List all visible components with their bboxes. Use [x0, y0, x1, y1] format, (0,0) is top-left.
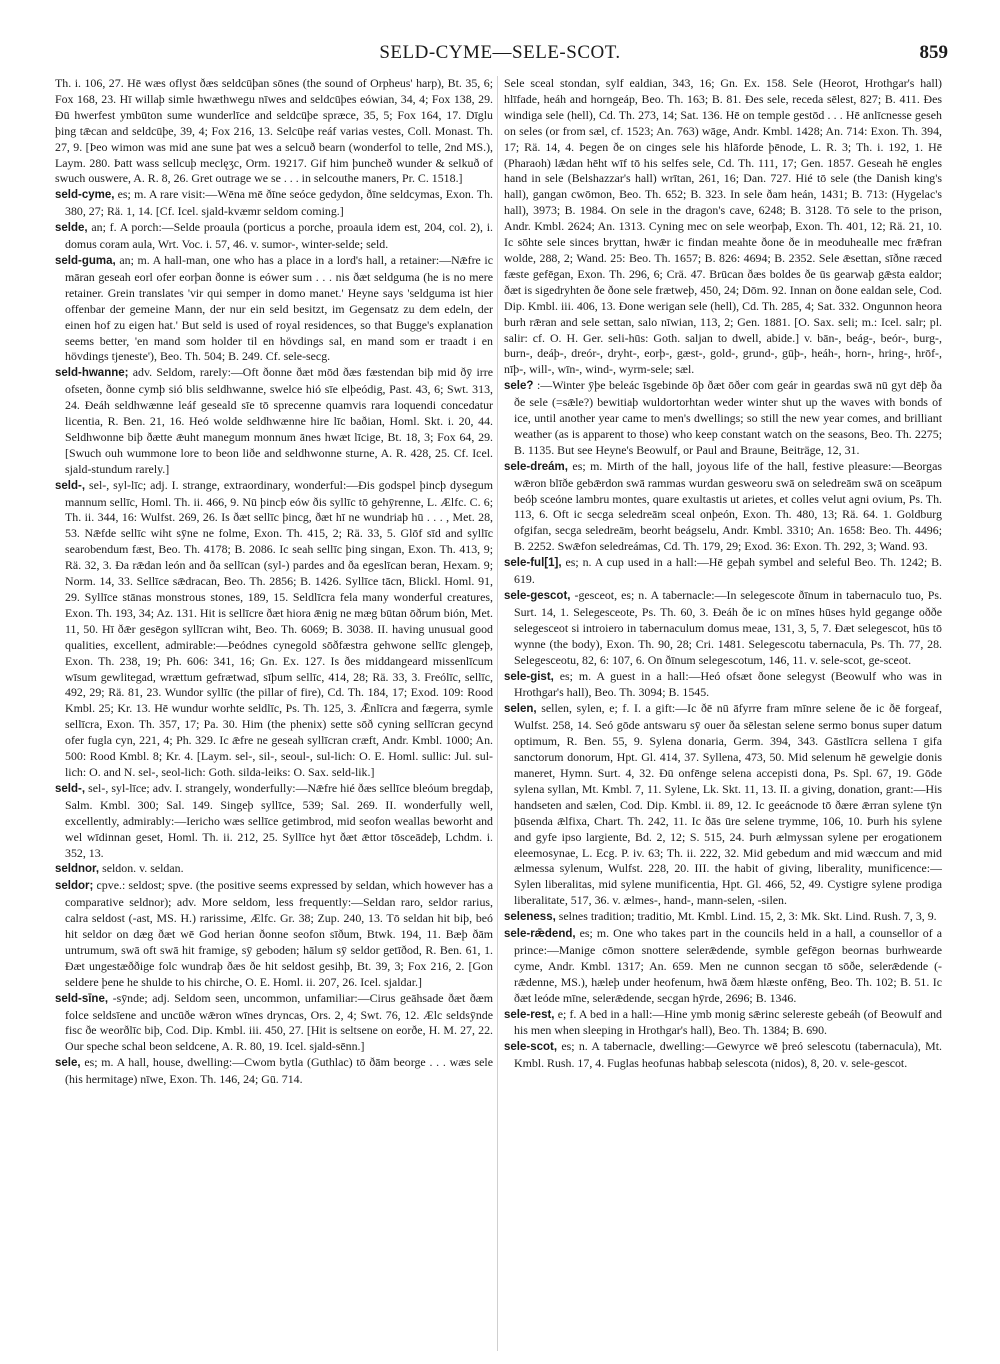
- entry-text: selnes tradition; traditio, Mt. Kmbl. Lind. 15, 2, 3: Mk. Skt. Lind. Rush. 7, 3, 9.: [558, 909, 937, 924]
- dictionary-entry: [55, 991, 493, 1056]
- entry-headword: seld-sīne,: [55, 992, 109, 1005]
- entry-text: an; m. A hall-man, one who has a place in a lord's hall, a retainer:—Nǣfre ic māran geseah eorl ofer eorþan ðonne is eówer sum . . . nis ðæt seldguma (he is no mere retainer. Grein translates 'vir qui semper in domo manet.' Heyne says 'seldguma ist hier offenbar der gemeine Mann, der nur ein seld besitzt, im Gegensatz zu dem edeln, der einen hof zu eigen hat.' But seld is used of royal residences, so that Bugge's explanation seems better, 'en mand som holder til en hövdings sal, en mand som er traadt i en hövdings tjeneste'), Beo. Th. 504; B. 249. Cf. sele-secg.: [65, 252, 493, 364]
- entry-text: seldon. v. seldan.: [102, 861, 184, 876]
- entry-text: es; m. A hall, house, dwelling:—Cwom bytla (Guthlac) tō ðām beorge . . . wæs sele (his hermitage) nīwe, Exon. Th. 146, 24; Gū. 714.: [65, 1055, 493, 1087]
- entry-headword: sele-rǣdend,: [504, 928, 576, 941]
- entry-headword: sele-gescot,: [504, 590, 571, 602]
- entry-headword: sele?: [504, 380, 534, 393]
- entry-headword: sele,: [55, 1057, 81, 1070]
- entry-headword: seleness,: [504, 911, 556, 924]
- dictionary-entry: [504, 1039, 942, 1072]
- entry-text: an; f. A porch:—Selde proaula (porticus a porche, proaula idem est, 204, col. 2), i. domus coram aula, Wrt. Voc. i. 57, 46. v. sumor-, winter-selde; seld.: [65, 220, 493, 252]
- dictionary-entry: [55, 365, 493, 477]
- dictionary-entry: [504, 555, 942, 588]
- entry-headword: seld-,: [55, 479, 86, 492]
- entry-text: :—Winter ȳþe beleác īsgebinde ōþ ðæt ōðer com geár in geardas swā nū gyt dēþ ða ðe sele (=sǣle?) bewitiaþ wuldortorhtan weder winter shut up the waves with bonds of ice, until another year came to men's dwellings; so still the new year comes, and brilliant weather (as is apparent to those) who keep constant watch on the seasons, Beo. Th. 2275; B. 1135. But see Heyne's Beowulf, or Paul and Braune, Beiträge, 12, 31.: [514, 378, 942, 457]
- dictionary-entry: [55, 187, 493, 220]
- dictionary-entry: [504, 1007, 942, 1040]
- entry-text: cpve.: seldost; spve. (the positive seems expressed by seldan, which however has a comparative seldnor); adv. More seldom, less frequently:—Seldan raro, seldor rarius, calra seldost (-ast, MS. H.) rarissime, Ælfc. Gr. 38; Zup. 240, 13. Tō seldan hit biþ, beó hit seldor on dæg ðæt wē God herian ðonne seofon sīðum, Btwk. 194, 11. Bæþ ðām untrumum, swā oft swā hit framige, sȳ geboden; hālum sȳ seldor getīðod, R. Ben. 61, 1. Ðæt ungestæððige folc wundraþ ðæs ðe hit seldost gesihþ, Bt. 39, 3; Fox 216, 2. [Gon seldere þene he shulde to his chirche, O. E. Homl. ii. 207, 26. Icel. sjaldar.]: [65, 878, 493, 989]
- entry-text: adv. Seldom, rarely:—Oft ðonne ðæt mōd ðæs fæstendan biþ mid ðȳ irre ofseten, ðonne cymþ sió blis seldhwanne, swelce hió sīe elþeódig, Past. 43, 6; Swt. 313, 24. Ðeáh seldhwænne leáf geseald sīe tō sprecenne quamvis rara loquendi concedatur licentia, R. Ben. 21, 16. Heó wolde seldhwænne hire līc baðian, Homl. Skt. i. 20, 44. Seldhwonne biþ ðætte ǣuht manegum monnum ānes hwæt līcige, Bt. 18, 3; Fox 64, 29. [Swuch ouh wummone lore to beon liðe and seldhwonne sturne, A. R. 428, 25. Cf. Icel. sjald-stundum rarely.]: [65, 365, 493, 476]
- entry-text: e; f. A bed in a hall:—Hine ymb monig sǣrinc selereste gebeáh (of Beowulf and his men when sleeping in Hrothgar's hall), Beo. Th. 1384; B. 690.: [514, 1006, 942, 1038]
- entry-text: Th. i. 106, 27. Hē wæs oflyst ðæs seldcūþan sōnes (the sound of Orpheus' harp), Bt. 35, 6; Fox 168, 23. Hī willaþ simle hwæthwegu nīwes and seldcūþes eówian, 34, 4; Fox 138, 29. Ðū hwerfest ymbūton sume wunderlīce and seldcūþe spræce, 35, 5; Fox 164, 17. Dīglu þing tǣcan and seldcūþe, 39, 4; Fox 216, 13. Selcūþe reáf varias vestes, Coll. Monast. Th. 27, 9. [Þeo wimon was mid ane sune þat wes a selcuð bearn (wonderfol to telle, 2nd MS.), Laym. 280. Þatt wass sellcuþ meclęʒc, Orm. 19217. Gif him þuncheð wunder & selkuð of swuch ouswere, A. R. 8, 26. Gret outrage we se . . . in selcouthe maners, Pr. C. 1518.]: [55, 76, 493, 186]
- entry-headword: seld-guma,: [55, 254, 116, 267]
- entry-headword: seld-,: [55, 782, 86, 795]
- entry-headword: selde,: [55, 222, 88, 235]
- dictionary-entry: [504, 459, 942, 555]
- entry-text: es; m. A rare visit:—Wēna mē ðīne seóce gedydon, ðīne seldcymas, Exon. Th. 380, 27; Rä. 1, 14. [Cf. Icel. sjald-kvæmr seldom coming.]: [65, 187, 493, 219]
- dictionary-entry: [504, 669, 942, 702]
- entry-headword: seldnor,: [55, 863, 100, 876]
- dictionary-entry: [55, 76, 493, 187]
- entry-text: es; m. One who takes part in the councils held in a hall, a counsellor of a prince:—Manige cōmon snottere selerǣdende, symble gefēgon beornas burhwearde cyme, Andr. Kmbl. 1317; An. 659. Men ne cunnon secgan tō sōðe, selerǣdende (-rǣdenne, MS.), hæleþ under heofenum, hwā ðæm hlæste onfēng, Beo. Th. 102; B. 51. Ic ðæt leóde mīne, selerǣdende, secgan hȳrde, 2696; B. 1346.: [514, 926, 942, 1005]
- dictionary-entry: [55, 478, 493, 781]
- entry-text: sel-, syl-līce; adv. I. strangely, wonderfully:—Nǣfre hié ðæs sellīce bleóum bregdaþ, Salm. Kmbl. 300; Sal. 149. Singeþ syllīce, 539; Sal. 269. II. wonderfully well, excellently, admirably:—Iericho wæs sellīce getimbrod, mid seofon weallas beworht and wel wīdinnan geset, Homl. Th. ii. 212, 25. Syllīce hyt ðæt ǣttor tōsceādeþ, Lchdm. i. 352, 13.: [65, 780, 493, 860]
- entry-headword: sele-ful[1],: [504, 557, 562, 570]
- dictionary-entry: [504, 76, 942, 378]
- entry-headword: selen,: [504, 703, 537, 716]
- column-divider: [497, 76, 498, 1351]
- left-column: [55, 76, 493, 1346]
- entry-text: -sȳnde; adj. Seldom seen, uncommon, unfamiliar:—Cirus geāhsade ðæt ðæm folce seldsīene and uncūðe wǣron wīnes dryncas, Ors. 2, 4; Swt. 76, 12. Ælc seldsȳnde fisc ðe weorðlīc biþ, Cod. Dip. Kmbl. iii. 450, 27. [Hit is seltsene on eorðe, H. M. 27, 22. Our speche schal beon seldcene, A. R. 80, 19. Icel. sjald-sēnn.]: [65, 990, 493, 1054]
- entry-headword: sele-scot,: [504, 1041, 558, 1054]
- dictionary-entry: [55, 1055, 493, 1088]
- entry-headword: sele-gist,: [504, 670, 554, 683]
- dictionary-entry: [55, 781, 493, 862]
- entry-text: sellen, sylen, e; f. I. a gift:—Ic ðē nū āfyrre fram mīnre selene ðe ic ðē forgeaf, Wulfst. 258, 14. Seó gōde antswaru sȳ ouer ða sēlestan selene sermo bonus super datum optimum, R. Ben. 55, 9. Sylena donaria, Germ. 394, 343. Gāstlīcra sellena ī gifa sanctorum donorum, Hpt. Gl. 414, 37. Syllena, 473, 50. Mid selenum hē gewelgie donis maneret, Hymn. Surt. 4, 32. Ðū onfēnge selena accepisti dona, Ps. Spl. 67, 19. Gōde sylena syllan, Mt. Kmbl. 7, 11. Sylene, Lk. Skt. 11, 13. II. a giving, donation, grant:—His handseten and sælen, Cod. Dip. Kmbl. ii. 89, 12. Ic geeácnode tō ðære ǣrran sylene tȳn þūsenda ǣlfixa, Chart. Th. 242, 11. Ic ðās ūre selene trymme, 106, 10. Þurh his sylene and gyfe ipso largiente, Bd. 2, 12; S. 515, 24. Þurh ælmyssan sylene per erogationem eleemosynae, L. Ecg. P. iv. 63; Th. ii. 222, 32. Mid gebedum and mid wæccum and mid ælmessa sylenum, Wulfst. 228, 20. III. the habit of giving, liberality, munificence:—Sylen liberalitas, mid sylene munificentia, Hpt. Gl. 466, 52, 49. Cystigre sylene prodiga liberalitate, 517, 36. v. ælmes-, hand-, mann-selen, -silen.: [514, 701, 942, 908]
- entry-text: -gesceot, es; n. A tabernacle:—In selegescote ðīnum in tabernaculo tuo, Ps. Surt. 14, 1. Selegesceote, Ps. Th. 60, 3. Ðeáh ðe ic on mīnes hūses hyld gegange oððe selegesceot si introiero in tabernaculum domus meae, 131, 3, 5, 7. Ðæt selegescot, hūs tō wynne (the body), Exon. Th. 90, 28; Cri. 1481. Selegescotu tabernacula, Ps. Th. 77, 28. Selegesceotu, 82, 6: 107, 6. On ðīnum selegescotum, 146, 11. v. sele-scot, ge-sceot.: [514, 588, 942, 667]
- entry-text: sel-, syl-līc; adj. I. strange, extraordinary, wonderful:—Ðis godspel þincþ dysegum mannum sellīc, Homl. Th. ii. 466, 9. Nū þincþ eów ðis syllīc tō gehȳrenne, L. Ælfc. C. 6; Th. ii. 344, 16: Wulfst. 269, 26. Is ðæt sellīc þincg, ðæt hī ne wundriaþ hū . . . , Met. 28, 53. Nǣfde sellīc wiht sȳne ne folme, Exon. Th. 415, 2; Rä. 33, 5. Glōf sīd and syllīc searobendum fæst, Beo. Th. 4178; B. 2086. Ic seah sellīc þing singan, Exon. Th. 413, 9; Rä. 32, 3. Ða rǣdan león and ða sellīcan (syl-) pardes and ða egeslīcan beran, Hexam. 9; Norm. 14, 33. Sellīce sǣdracan, Beo. Th. 2856; B. 1426. Syllīce tācn, Blickl. Homl. 91, 29. Syllīce stānas monstrous stones, 189, 15. Seldlīcra fela many wonderful creatures, Exon. Th. 193, 34; Az. 131. Hit is sellīcre ðæt hiora ǣnig ne mæg būtan ōðrum bión, Met. 11, 50. Hī ðǣr gesēgon syllīcran wiht, Beo. Th. 6069; B. 3038. II. having unusual good qualities, excellent, admirable:—Þeódnes cynegold sōðfæstra gehwone sellīc glengeþ, Exon. Th. 238, 19; Ph. 606: 341, 16; Gn. Ex. 127. Is ðes middangeard missenlīcum wīsum gewlitegad, wrættum gefrætwad, sīþum sellīc, 414, 28; Rä. 33, 3. Freólīc, sellīc, 492, 29; Rä. 81, 23. Wundor syllīc (the pillar of fire), Cd. Th. 184, 17; Exod. 109: Rood Kmbl. 25; Kr. 13. Hē wundur worhte seldlīc, Ps. Th. 125, 3. Ǣnlīcra and fægerra, symle sellīcra, Exon. Th. 357, 17; Pa. 30. Him (the phenix) sette sōð cyning sellīcran gecynd ofer fugla cyn, 221, 4; Ph. 329. Ic ǣfre ne geseah syllīcran cræft, Andr. Kmbl. 1000; An. 500: Rood Kmbl. 8; Kr. 4. [Laym. sel-, sil-, seoul-, sul-lich: O. E. Homl. sullic: Jul. sul-lich: O. and N. sel-, seol-lich: Goth. silda-leiks: O. Sax. seld-lik.]: [65, 477, 493, 779]
- entry-headword: seldor;: [55, 880, 94, 893]
- page-number: 859: [919, 42, 948, 63]
- entry-text: es; m. A guest in a hall:—Heó ofsæt ðone selegyst (Beowulf who was in Hrothgar's hall), Beo. Th. 3094; B. 1545.: [514, 668, 942, 700]
- dictionary-entry: [504, 588, 942, 669]
- entry-text: es; n. A cup used in a hall:—Hē geþah symbel and seleful Beo. Th. 1242; B. 619.: [514, 555, 942, 587]
- entry-text: es; n. A tabernacle, dwelling:—Gewyrce wē þreó selescotu (tabernacula), Mt. Kmbl. Rush. 17, 4. Fuglas heofunas habbaþ selescota (nidos), 8, 20. v. sele-gescot.: [514, 1039, 942, 1071]
- dictionary-entry: [55, 253, 493, 365]
- running-head: [0, 42, 1000, 66]
- dictionary-entry: [504, 909, 942, 926]
- entry-headword: seld-hwanne;: [55, 367, 129, 380]
- dictionary-entry: [55, 878, 493, 990]
- dictionary-entry: [55, 861, 493, 878]
- page-title: SELD-CYME—SELE-SCOT.: [379, 42, 621, 63]
- entry-text: es; m. Mirth of the hall, joyous life of the hall, festive pleasure:—Beorgas wǣron blīðe gebǣrdon swā rammas wurdan gesweoru swā on seledreām swā on sceāpum beóþ sceóne lambru montes, quare exultastis ut arietes, et colles velut agni ovium, Ps. Th. 113, 6. Oft ic secga seledreām sceal onþeón, Exon. Th. 480, 13; Rä. 64. 1. Goldburg ofgifan, secga seledreām, beorht beágselu, Andr. Kmbl. 3310; An. 1658: Beo. Th. 4496; B. 2252. Swǣfon seledreámas, Cd. Th. 179, 29; Exod. 36: Exon. Th. 292, 3; Wand. 93.: [514, 458, 942, 554]
- entry-headword: sele-dreám,: [504, 460, 568, 473]
- dictionary-entry: [55, 220, 493, 253]
- entry-headword: seld-cyme,: [55, 189, 115, 202]
- entry-headword: sele-rest,: [504, 1008, 555, 1021]
- right-column: [504, 76, 942, 1346]
- dictionary-entry: [504, 378, 942, 459]
- dictionary-entry: [504, 926, 942, 1007]
- dictionary-entry: [504, 701, 942, 909]
- entry-text: Sele sceal stondan, sylf ealdian, 343, 16; Gn. Ex. 158. Sele (Heorot, Hrothgar's hall) hlīfade, heáh and horngeáp, Beo. Th. 163; B. 81. Ðes sele, receda sēlest, 827; B. 411. Ðes windiga sele (hell), Cd. Th. 273, 14; Sat. 136. Hē on temple gestōd . . . Hē anlīcnesse geseh on seles (or from sæl, cf. 1523; An. 763) wāge, Andr. Kmbl. 1428; An. 714: Exon. Th. 394, 17; Rä. 14, 4. Þegen ðe on cinges sele his hlāforde þēnode, L. R. 3; Th. i. 192, 1. Hē (Pharaoh) lǣdan hēht wīf tō his selfes sele, Cd. Th. 111, 17; Gen. 1857. Geseah hē engles hand in sele (Belshazzar's hall) wrītan, 261, 16; Dan. 727. Hié tō sele (the Danish king's hall), gangan cwōmon, Beo. Th. 652; B. 323. In sele ðam heán, 1431; B. 713: (Hygelac's hall), 3973; B. 1984. On sele in the dragon's cave, 6248; B. 3128. Tō sele to the prison, Andr. Kmbl. 2624; An. 1313. Cyning mec on sele weorþaþ, Exon. Th. 401, 12; Rä. 21, 10. Ic sōhte sele sinces bryttan, hwǣr ic findan meahte ðone ðe in meoduhealle mec frǣfran wolde, 288, 2; Wand. 25: Beo. Th. 1657; B. 826: 4694; B. 2352. Sele ǣsettan, sīðne ræced fæste gefēgan, Exon. Th. 296, 6; Crä. 47. Brūcan ðæs boldes ðe ūs gearwaþ gǣsta ealdor; ðæt is sigedryhten ðe ðone sele frætweþ, 450, 24; Dōm. 92. Innan on ðone ealdan sele, Cod. Dip. Kmbl. iii. 406, 13. Ðone werigan sele (hell), Cd. Th. 285, 4; Sat. 332. Ongunnon heora burh rǣran and sele settan, salo nīwian, 113, 2; Gen. 1881. [O. Sax. seli; m.: Icel. salr; pl. salir: cf. O. H. Ger. seli-hūs: Goth. saljan to dwell, abide.] v. bān-, beág-, beór-, burg-, burn-, deáþ-, dreór-, dryht-, eorþ-, gæst-, gold-, grund-, gūþ-, heáh-, horn-, hring-, hrōf-, nīþ-, will-, wīn-, wind-, wyrm-sele; sæl.: [504, 76, 942, 377]
